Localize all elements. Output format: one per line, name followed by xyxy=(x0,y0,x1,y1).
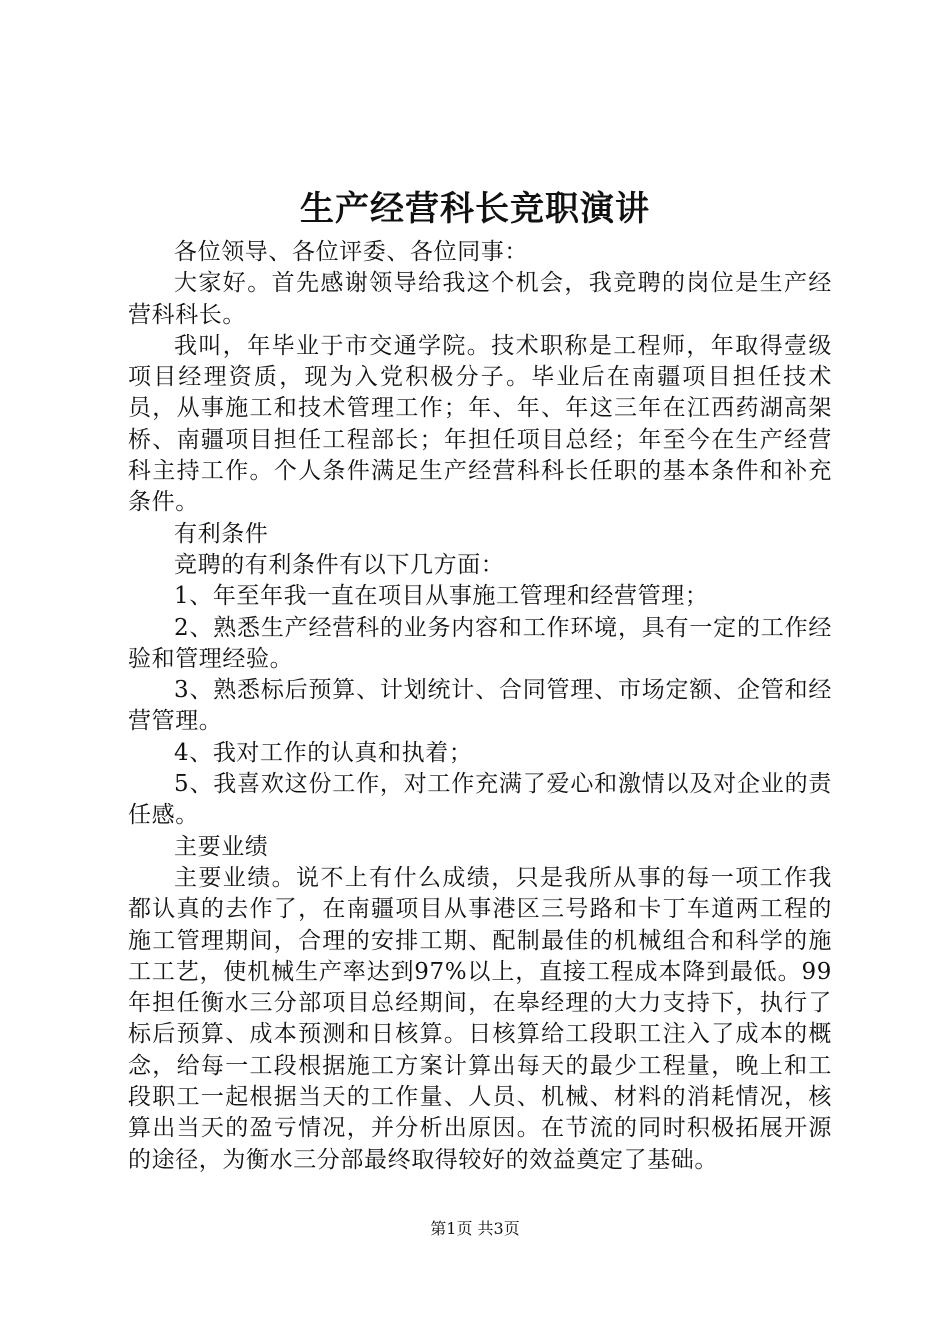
advantage-item-5: 5、我喜欢这份工作，对工作充满了爱心和激情以及对企业的责任感。 xyxy=(128,771,832,829)
page-number-footer: 第1页 共3页 xyxy=(430,1219,520,1238)
section-heading-advantages: 有利条件 xyxy=(174,520,269,547)
document-body xyxy=(128,237,832,1176)
advantage-item-2: 2、熟悉生产经营科的业务内容和工作环境，具有一定的工作经验和管理经验。 xyxy=(128,614,832,672)
section-heading-achievements: 主要业绩 xyxy=(174,833,269,860)
salutation-paragraph: 各位领导、各位评委、各位同事： xyxy=(174,239,528,265)
advantage-item-1: 1、年至年我一直在项目从事施工管理和经营管理； xyxy=(174,583,709,610)
advantages-intro-paragraph: 竞聘的有利条件有以下几方面： xyxy=(174,551,505,578)
intro-paragraph: 大家好。首先感谢领导给我这个机会，我竞聘的岗位是生产经营科科长。 xyxy=(128,270,832,328)
achievements-paragraph: 主要业绩。说不上有什么成绩，只是我所从事的每一项工作我都认真的去作了，在南疆项目从事港区三号路和卡丁车道两工程的施工管理期间，合理的安排工期、配制最佳的机械组合和科学的施工工艺，使机械生产率达到97%以上，直接工程成本降到最低。99年担任衡水三分部项目总经期间，在皋经理的大力支持下，执行了标后预算、成本预测和日核算。日核算给工段职工注入了成本的概念，给每一工段根据施工方案计算出每天的最少工程量，晚上和工段职工一起根据当天的工作量、人员、机械、材料的消耗情况，核算出当天的盈亏情况，并分析出原因。在节流的同时积极拓展开源的途径，为衡水三分部最终取得较好的效益奠定了基础。 xyxy=(128,864,832,1173)
background-paragraph: 我叫，年毕业于市交通学院。技术职称是工程师，年取得壹级项目经理资质，现为入党积极分子。毕业后在南疆项目担任技术员，从事施工和技术管理工作；年、年、年这三年在江西药湖高架桥、南疆项目担任工程部长；年担任项目总经；年至今在生产经营科主持工作。个人条件满足生产经营科科长任职的基本条件和补充条件。 xyxy=(128,332,832,516)
advantage-item-3: 3、熟悉标后预算、计划统计、合同管理、市场定额、企管和经营管理。 xyxy=(128,677,832,735)
document-title: 生产经营科长竞职演讲 xyxy=(300,189,650,229)
advantage-item-4: 4、我对工作的认真和执着； xyxy=(174,739,473,766)
